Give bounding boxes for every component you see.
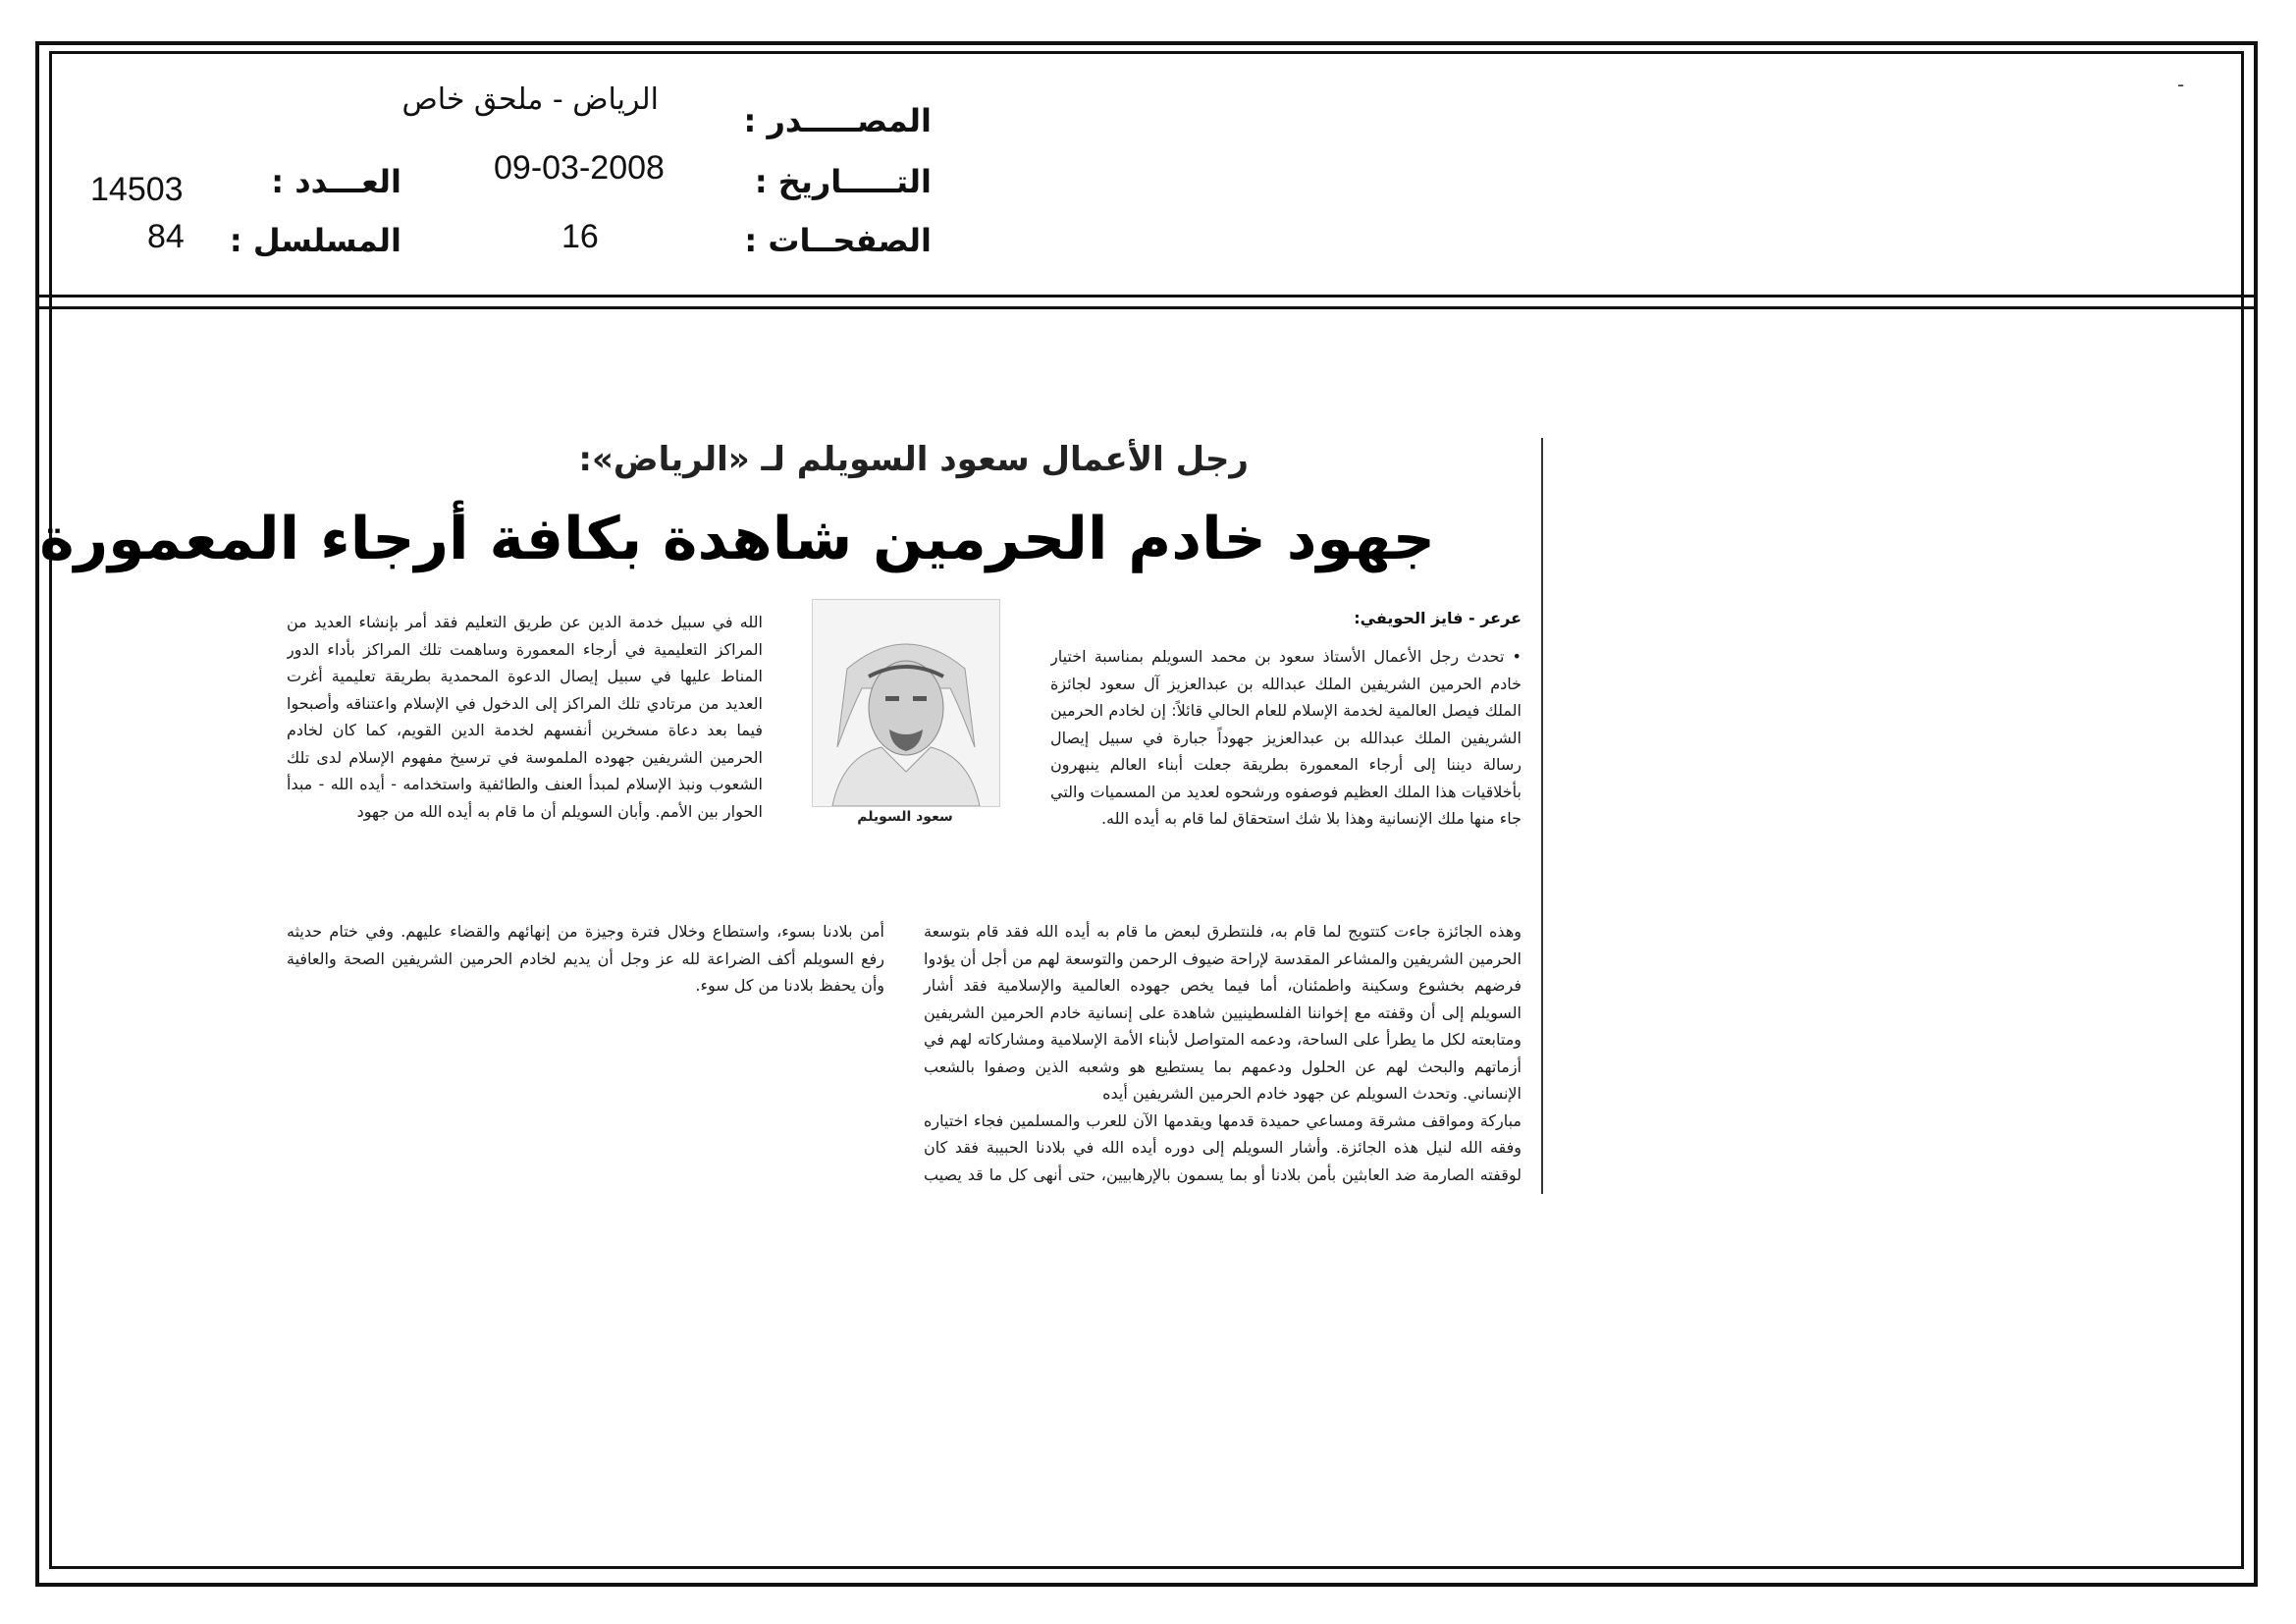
header-divider [35,295,2258,298]
paragraph-award: وهذه الجائزة جاءت كتتويج لما قام به، فلنتطرق لبعض ما قام به أيده الله فقد قام بتوسعة الحرمين الشريفين والمشاعر المقدسة لإراحة ضيوف الرحمن والتوسعة لهم من أجل أن يؤدوا فرضهم بخشوع وسكينة واطمئنان، أما فيما يخص جهوده العالمية والإسلامية فقد أشار السويلم إلى أن وقفته مع إخواننا الفلسطينيين شاهدة على إنسانية خادم الحرمين الشريفين ومتابعته لكل ما يطرأ على الساحة، ودعمه المتواصل لأبناء الأمة الإسلامية ومشاركاته لهم في أزماتهم والبحث لهم عن الحلول ودعمهم بما يستطيع هو وشعبه الذين وصفوا بالشعب الإنساني. وتحدث السويلم عن جهود خادم الحرمين الشريفين أيده [924,922,1522,1103]
date-label: التـــــاريخ : [754,163,932,200]
source-value: الرياض - ملحق خاص [401,82,659,117]
portrait-photo [812,599,1000,807]
article-headline: جهود خادم الحرمين شاهدة بكافة أرجاء المعمورة [39,505,1435,573]
paragraph-closing: مباركة ومواقف مشرقة ومساعي حميدة قدمها ويقدمها الآن للعرب والمسلمين فجاء اختياره وفقه الله لنيل هذه الجائزة. وأشار السويلم إلى دوره أيده الله في بلادنا الحبيبة فقد كان لوقفته الصارمة ضد العابثين بأمن بلادنا أو بما يسمون بالإرهابيين، حتى أنهى كل ما قد يصيب أمن بلادنا بسوء، واستطاع وخلال فترة وجيزة من إنهائهم والقضاء عليهم. وفي ختام حديثه رفع السويلم أكف الضراعة لله عز وجل أن يديم لخادم الحرمين الشريفين الصحة والعافية وأن يحفظ بلادنا من كل سوء. [287,922,1522,1184]
article-kicker: رجل الأعمال سعود السويلم لـ «الرياض»: [578,440,1249,479]
portrait-illustration [813,600,999,806]
paragraph-education: الله في سبيل خدمة الدين عن طريق التعليم فقد أمر بإنشاء العديد من المراكز التعليمية في أرجاء المعمورة وساهمت تلك المراكز بأداء الدور المناط عليها في سبيل إيصال الدعوة المحمدية بطريقة تعليمية أغرت العديد من مرتادي تلك المراكز إلى الدخول في الإسلام واعتناقه وأصبحوا فيما بعد دعاة مسخرين أنفسهم لخدمة الدين القويم، كما كان لخادم الحرمين الشريفين جهوده الملموسة في ترسيخ مفهوم الإسلام لدى تلك الشعوب ونبذ الإسلام لمبدأ العنف والطائفية واستخدامه - أيده الله - مبدأ الحوار بين الأمم. وأبان السويلم أن ما قام به أيده الله من جهود [287,613,763,821]
issue-label: العـــدد : [271,163,401,200]
source-label: المصـــــدر : [743,102,932,139]
article-column-right [1050,643,1522,889]
serial-value: 84 [147,218,185,255]
issue-value: 14503 [90,171,184,208]
serial-label: المسلسل : [229,222,401,259]
newspaper-clipping [39,432,1543,1198]
paragraph-intro: • تحدث رجل الأعمال الأستاذ سعود بن محمد السويلم بمناسبة اختيار خادم الحرمين الشريفين الملك عبدالله بن عبدالعزيز آل سعود لجائزة الملك فيصل العالمية لخدمة الإسلام للعام الحالي قائلاً: إن لخادم الحرمين الشريفين الملك عبدالله بن عبدالعزيز جهوداً جبارة في سبيل إيصال رسالة ديننا إلى أرجاء المعمورة بطريقة جعلت أبناء العالم ينبهرون بأخلاقيات هذا الملك العظيم فوصفوه ورشحوه لعديد من المسميات والتي جاء منها ملك الإنسانية وهذا بلا شك استحقاق لما قام به أيده الله. [1050,647,1522,828]
header-divider-second [35,306,2258,309]
date-value: 09-03-2008 [494,149,665,187]
pages-label: الصفحــات : [744,222,932,259]
pages-value: 16 [561,218,599,255]
article-columns-bottom [287,918,1522,1203]
article-column-left-top [287,609,763,913]
corner-mark: ‑ [2177,73,2185,96]
article-byline: عرعر - فايز الحويفي: [1354,609,1522,627]
portrait-photo-box [812,599,998,830]
photo-caption: سعود السويلم [857,809,953,825]
